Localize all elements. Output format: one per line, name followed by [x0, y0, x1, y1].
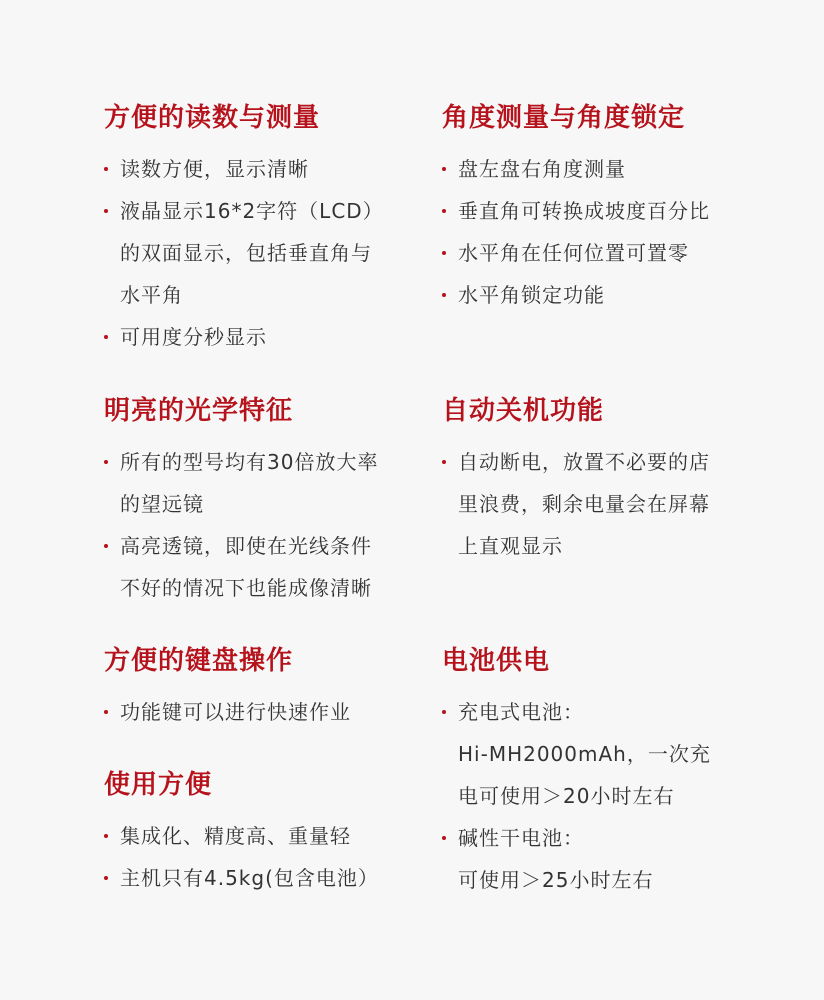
- list-item: [104, 441, 404, 525]
- list-item-line: 功能键可以进行快速作业: [120, 700, 351, 724]
- feature-list: [442, 441, 762, 567]
- list-item-line: 盘左盘右角度测量: [458, 157, 626, 181]
- list-item-line: 充电式电池：: [458, 700, 584, 724]
- list-item-line: 电可使用＞20小时左右: [458, 784, 675, 808]
- section-easy-to-use: [104, 769, 404, 899]
- list-item: [442, 190, 762, 232]
- list-item-line: 不好的情况下也能成像清晰: [120, 576, 372, 600]
- bullet-dot: [104, 460, 108, 464]
- section-title: 明亮的光学特征: [104, 396, 294, 426]
- list-item-line: 垂直角可转换成坡度百分比: [458, 199, 710, 223]
- bullet-dot: [104, 335, 108, 339]
- bullet-dot: [442, 710, 446, 714]
- list-item-line: 主机只有4.5kg(包含电池）: [120, 866, 379, 890]
- list-item-line: 的双面显示，包括垂直角与: [120, 241, 372, 265]
- bullet-dot: [442, 460, 446, 464]
- section-auto-power-off: [442, 395, 762, 567]
- section-title: 电池供电: [442, 646, 551, 676]
- list-item: [442, 232, 762, 274]
- list-item-line: 的望远镜: [120, 492, 204, 516]
- list-item-line: 读数方便，显示清晰: [120, 157, 309, 181]
- list-item: [104, 815, 404, 857]
- section-title: 使用方便: [104, 770, 213, 800]
- bullet-dot: [442, 251, 446, 255]
- section-battery-power: [442, 645, 762, 901]
- list-item-line: 所有的型号均有30倍放大率: [120, 450, 379, 474]
- feature-list: [104, 691, 404, 733]
- feature-list: [104, 815, 404, 899]
- bullet-dot: [104, 710, 108, 714]
- list-item-line: 水平角在任何位置可置零: [458, 241, 689, 265]
- section-optical-features: [104, 395, 404, 609]
- list-item-line: 水平角: [120, 283, 183, 307]
- feature-list: [104, 441, 404, 609]
- list-item-line: 可使用＞25小时左右: [458, 868, 654, 892]
- list-item-line: 水平角锁定功能: [458, 283, 605, 307]
- list-item-line: 碱性干电池：: [458, 826, 584, 850]
- feature-list: [442, 148, 762, 316]
- section-title: 角度测量与角度锁定: [442, 103, 686, 133]
- section-angle-measurement: [442, 102, 762, 316]
- section-title: 方便的读数与测量: [104, 103, 321, 133]
- section-convenient-reading: [104, 102, 404, 358]
- list-item-line: 高亮透镜，即使在光线条件: [120, 534, 372, 558]
- list-item: [104, 148, 404, 190]
- list-item-line: 集成化、精度高、重量轻: [120, 824, 351, 848]
- bullet-dot: [442, 209, 446, 213]
- list-item: [442, 148, 762, 190]
- section-title: 方便的键盘操作: [104, 646, 294, 676]
- section-keyboard-operation: [104, 645, 404, 733]
- list-item: [442, 817, 762, 901]
- list-item-line: 可用度分秒显示: [120, 325, 267, 349]
- list-item-line: 液晶显示16*2字符（LCD）: [120, 199, 384, 223]
- bullet-dot: [104, 834, 108, 838]
- bullet-dot: [104, 876, 108, 880]
- list-item: [104, 525, 404, 609]
- list-item: [442, 274, 762, 316]
- feature-list: [104, 148, 404, 358]
- list-item: [442, 691, 762, 817]
- list-item-line: 里浪费，剩余电量会在屏幕: [458, 492, 710, 516]
- list-item: [104, 857, 404, 899]
- list-item: [442, 441, 762, 567]
- bullet-dot: [442, 293, 446, 297]
- bullet-dot: [104, 544, 108, 548]
- bullet-dot: [104, 209, 108, 213]
- bullet-dot: [442, 167, 446, 171]
- feature-list: [442, 691, 762, 901]
- bullet-dot: [442, 836, 446, 840]
- list-item-line: 自动断电，放置不必要的店: [458, 450, 710, 474]
- list-item: [104, 190, 404, 316]
- bullet-dot: [104, 167, 108, 171]
- list-item: [104, 316, 404, 358]
- list-item-line: Hi-MH2000mAh，一次充: [458, 742, 711, 766]
- section-title: 自动关机功能: [442, 396, 605, 426]
- list-item-line: 上直观显示: [458, 534, 563, 558]
- list-item: [104, 691, 404, 733]
